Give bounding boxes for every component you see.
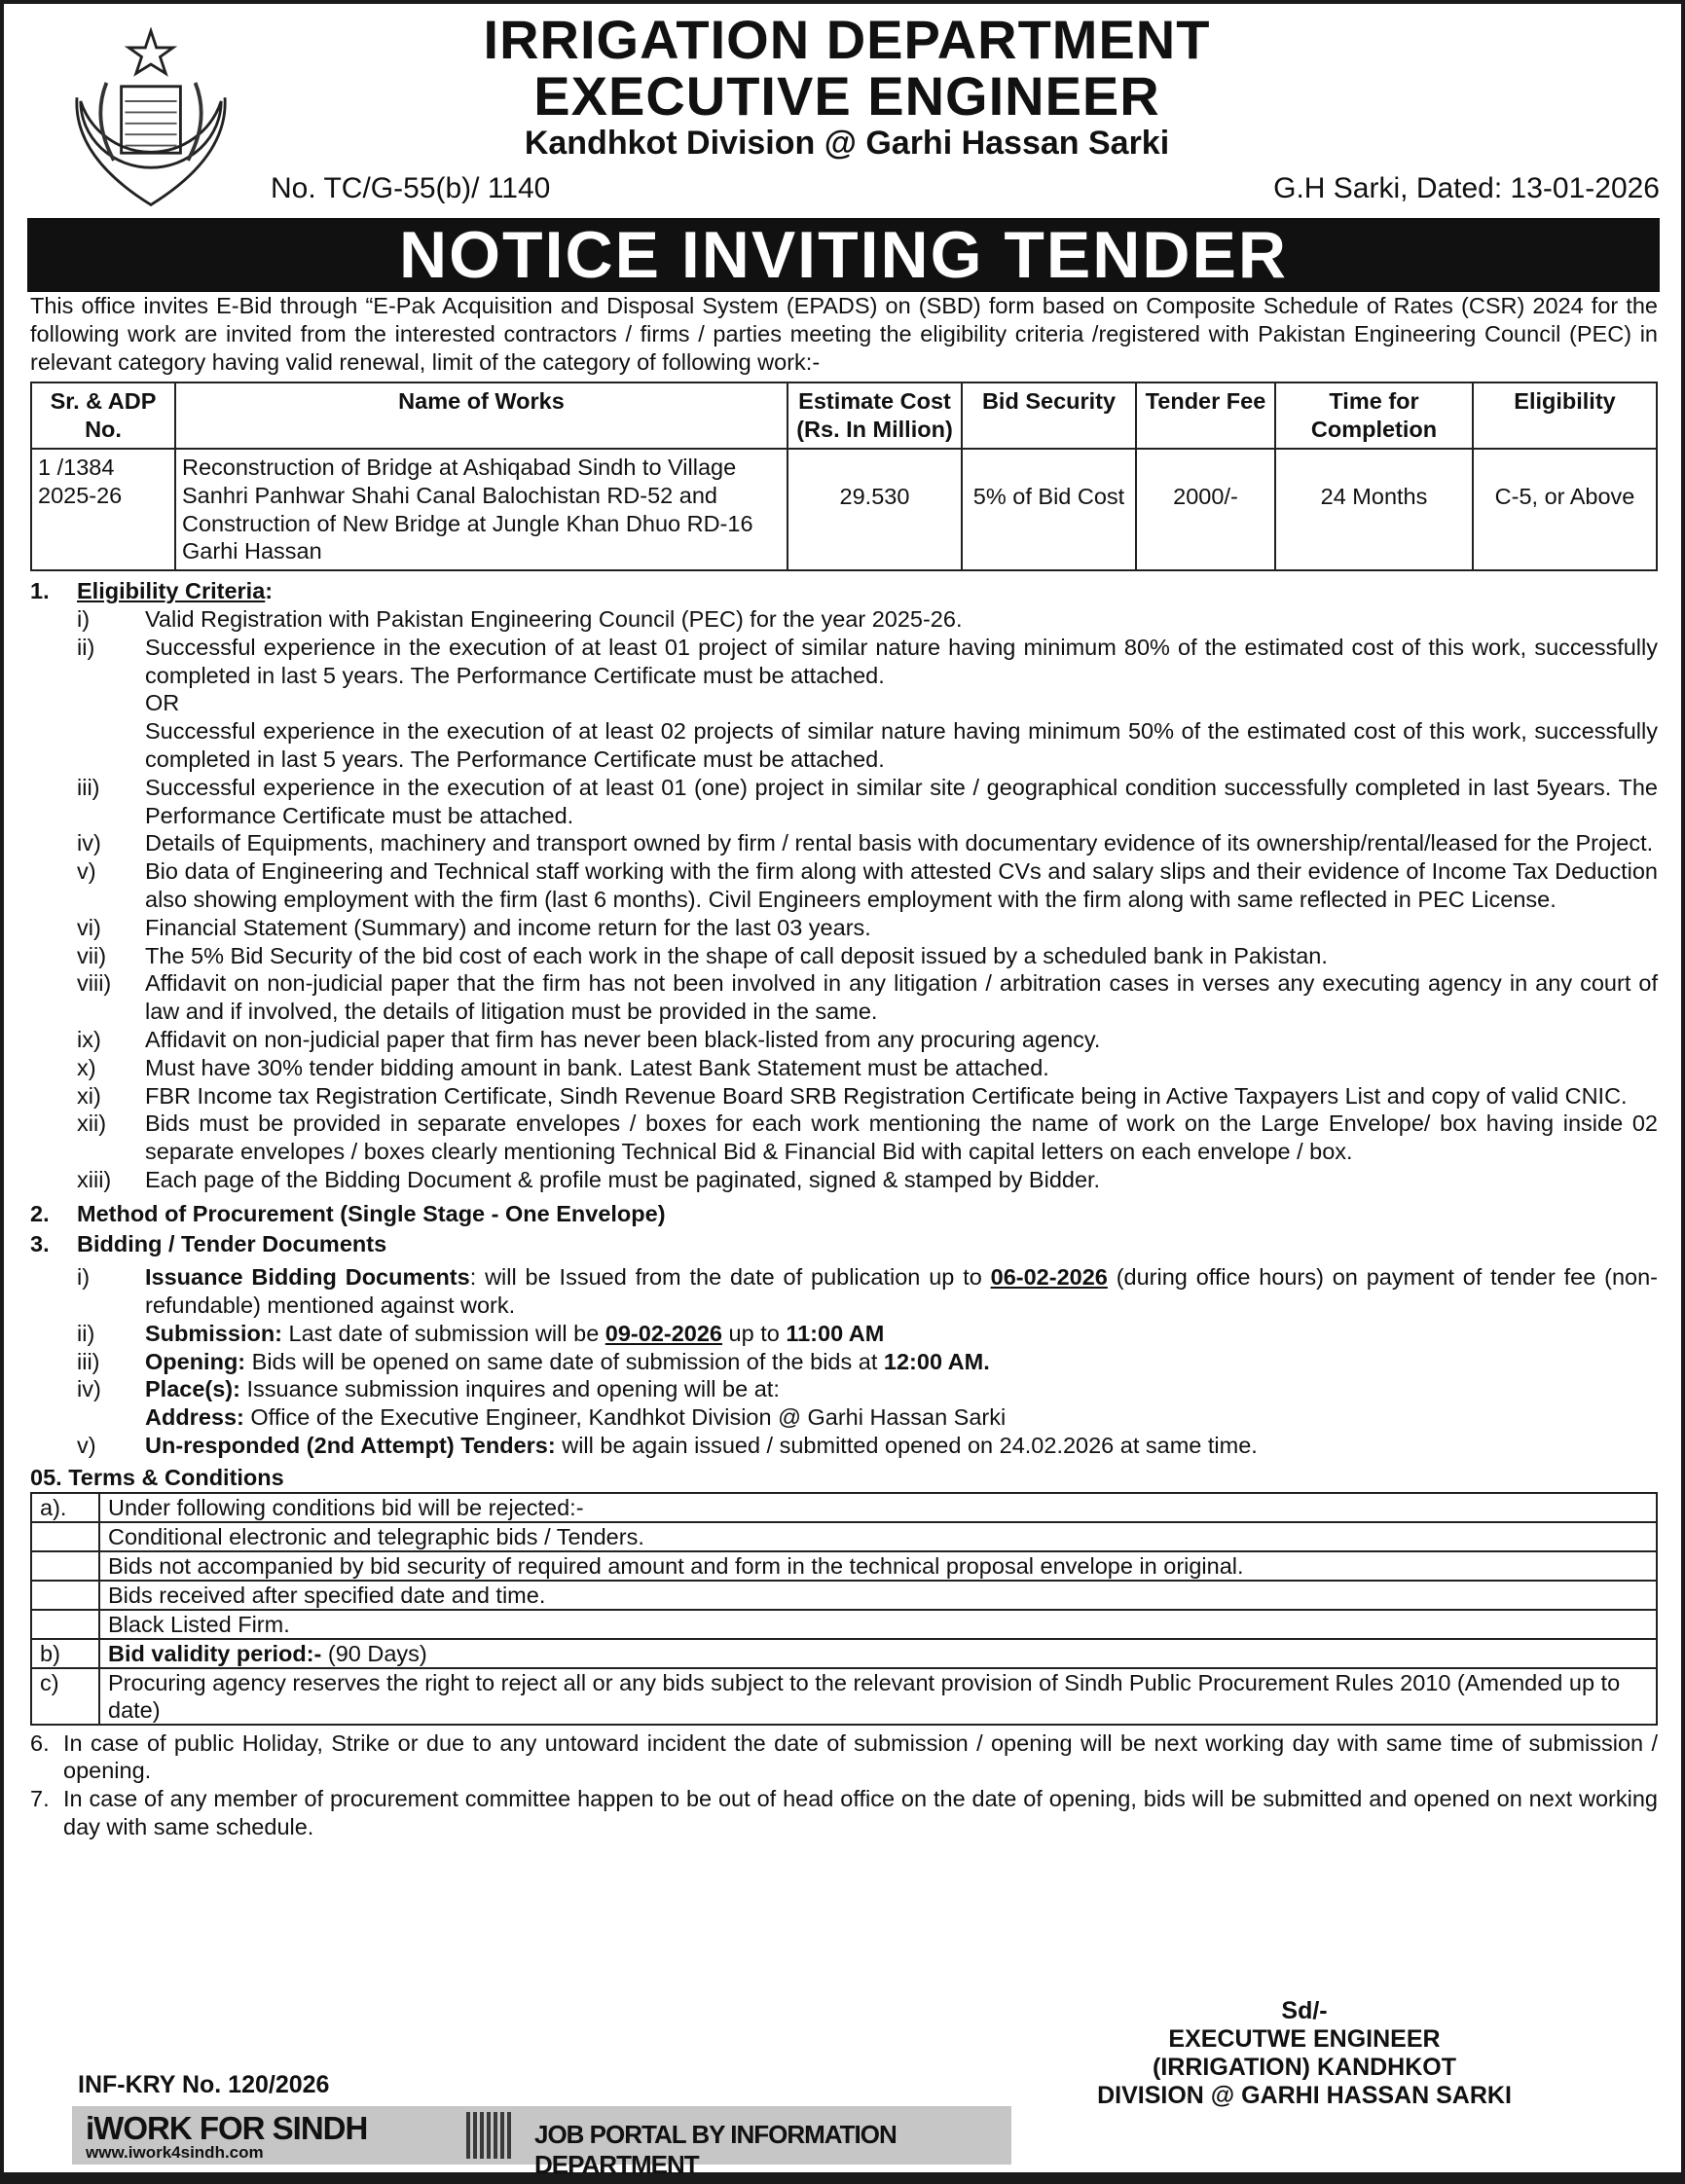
terms-key-empty	[31, 1551, 99, 1581]
terms-row: Bids received after specified date and time.	[99, 1581, 1657, 1610]
col-fee: Tender Fee	[1136, 382, 1275, 449]
item-paragraph: The 5% Bid Security of the bid cost of each work in the shape of call deposit issued by a scheduled bank in Pakistan.	[145, 942, 1328, 968]
office-title: EXECUTIVE ENGINEER	[533, 65, 1160, 127]
item-paragraph: Bio data of Engineering and Technical staff working with the firm along with attested CVs and salary slips and their evidence of Income Tax Deduction also showing employment with the firm (last 6 months). Civil Engineers employment with the firm along with same reflected in PEC License.	[145, 858, 1658, 912]
submission-date: 09-02-2026	[604, 1320, 723, 1346]
item-number: vi)	[77, 914, 101, 940]
submission-time: 11:00 AM	[786, 1320, 885, 1346]
item-text	[145, 1110, 1658, 1166]
col-cost: Estimate Cost (Rs. In Million)	[788, 382, 962, 449]
division-subtitle: Kandhkot Division @ Garhi Hassan Sarki	[524, 125, 1170, 162]
iwork-for-sindh-banner	[72, 2106, 1011, 2179]
item-text	[145, 634, 1658, 774]
item-number: v)	[77, 1433, 96, 1459]
section-number: 2.	[30, 1200, 50, 1226]
item-paragraph: Affidavit on non-judicial paper that the firm has not been involved in any litigation / arbitration cases in verses any executing agency in any court of law and if involved, the details of litigation must be provided in the same.	[145, 970, 1658, 1025]
item-number: xii)	[77, 1110, 107, 1137]
item-text	[145, 969, 1658, 1026]
item-number: iii)	[77, 774, 100, 800]
bidding-heading	[30, 1230, 1658, 1258]
cell-cost: 29.530	[788, 449, 962, 570]
item-text: Issuance submission inquires and opening will be at:	[239, 1376, 780, 1402]
section-number: 1.	[30, 578, 50, 604]
item-label: Opening:	[145, 1348, 246, 1374]
item-number: x)	[77, 1054, 96, 1080]
col-security: Bid Security	[962, 382, 1136, 449]
item-number: viii)	[77, 970, 112, 997]
item-paragraph: OR	[145, 690, 180, 716]
terms-key-empty	[31, 1610, 99, 1639]
item-number: i)	[77, 605, 91, 632]
signatory-division: DIVISION @ GARHI HASSAN SARKI	[1097, 2082, 1512, 2109]
cell-time: 24 Months	[1275, 449, 1473, 570]
item-paragraph: Must have 30% tender bidding amount in bank. Latest Bank Statement must be attached.	[145, 1054, 1049, 1080]
item-text	[145, 857, 1658, 914]
item-paragraph: Affidavit on non-judicial paper that firm has never been black-listed from any procuring agency.	[145, 1026, 1101, 1052]
notice-date: G.H Sarki, Dated: 13-01-2026	[1273, 172, 1660, 204]
clause-number: 6.	[30, 1729, 50, 1756]
item-paragraph: Successful experience in the execution of at least 01 project of similar nature having minimum 80% of the estimated cost of this work, successfully completed in last 5 years. The Performance Certificate must be attached.	[145, 634, 1658, 688]
banner-portal-text: JOB PORTAL BY INFORMATION DEPARTMENT	[534, 2120, 897, 2179]
item-number: xi)	[77, 1082, 101, 1109]
bid-validity-value: (90 Days)	[321, 1640, 427, 1666]
item-text	[145, 942, 1658, 970]
cell-security: 5% of Bid Cost	[962, 449, 1136, 570]
list-item	[30, 942, 1658, 970]
item-paragraph: Successful experience in the execution of at least 02 projects of similar nature having minimum 50% of the estimated cost of this work, successfully completed in last 5 years. The Performance Certificate must be attached.	[145, 718, 1658, 772]
inf-reference: INF-KRY No. 120/2026	[78, 2071, 330, 2098]
item-text	[145, 829, 1658, 857]
item-text	[145, 1026, 1658, 1054]
notice-title-banner: NOTICE INVITING TENDER	[27, 218, 1660, 292]
list-item	[30, 774, 1658, 830]
issuance-date: 06-02-2026	[990, 1264, 1108, 1291]
list-item	[30, 605, 1658, 634]
item-text	[145, 774, 1658, 830]
address-text: Office of the Executive Engineer, Kandhkot Division @ Garhi Hassan Sarki	[243, 1404, 1007, 1431]
item-label: Place(s):	[145, 1376, 240, 1402]
works-table-header	[31, 382, 1657, 449]
list-item	[30, 1432, 1658, 1460]
item-paragraph: Bids must be provided in separate envelopes / boxes for each work mentioning the name of work on the Large Envelope/ box having inside 02 separate envelopes / boxes clearly mentioning Technical Bid & Financial Bid with capital letters on each envelope / box.	[145, 1110, 1658, 1165]
banner-brand: iWORK FOR SINDH	[86, 2110, 368, 2146]
section-title: Eligibility Criteria	[77, 578, 266, 604]
item-text	[145, 1166, 1658, 1194]
procurement-heading	[30, 1200, 1658, 1228]
terms-heading	[30, 1464, 1658, 1492]
section-title: 05. Terms & Conditions	[30, 1464, 284, 1490]
terms-key-empty	[31, 1522, 99, 1551]
list-item	[30, 914, 1658, 942]
col-name: Name of Works	[175, 382, 788, 449]
item-number: iv)	[77, 830, 101, 856]
terms-key: b)	[31, 1639, 99, 1668]
item-number: ix)	[77, 1026, 101, 1052]
item-text: Bids will be opened on same date of submission of the bids at	[245, 1348, 884, 1374]
list-item	[30, 969, 1658, 1026]
bid-validity-label: Bid validity period:-	[108, 1640, 322, 1666]
eligibility-heading	[30, 577, 1658, 605]
list-item	[30, 1082, 1658, 1110]
item-paragraph: Each page of the Bidding Document & profile must be paginated, signed & stamped by Bidder.	[145, 1166, 1101, 1192]
eligibility-list	[30, 605, 1658, 1194]
item-text: Last date of submission will be	[282, 1320, 605, 1346]
clauses	[30, 1729, 1658, 1841]
clause-item	[30, 1785, 1658, 1841]
signature-mark: Sd/-	[1281, 1997, 1328, 2024]
col-sr: Sr. & ADP No.	[31, 382, 175, 449]
item-text: will be again issued / submitted opened on 24.02.2026 at same time.	[555, 1433, 1258, 1459]
item-number: iii)	[77, 1348, 100, 1374]
section-title: Bidding / Tender Documents	[77, 1230, 387, 1256]
item-number: ii)	[77, 634, 95, 660]
item-paragraph: Financial Statement (Summary) and income return for the last 03 years.	[145, 914, 871, 940]
item-text	[145, 914, 1658, 942]
item-number: xiii)	[77, 1166, 112, 1192]
col-time: Time for Completion	[1275, 382, 1473, 449]
terms-table	[30, 1492, 1658, 1726]
clause-text: In case of public Holiday, Strike or due to any untoward incident the date of submission / opening will be next working day with same time of submission / opening.	[63, 1729, 1658, 1784]
signature-block	[1032, 1997, 1577, 2110]
item-number: i)	[77, 1264, 91, 1291]
section-title: Method of Procurement (Single Stage - One Envelope)	[77, 1200, 666, 1226]
item-text	[145, 605, 1658, 634]
cell-eligibility: C-5, or Above	[1473, 449, 1657, 570]
item-paragraph: Successful experience in the execution of at least 01 (one) project in similar site / geographical condition successfully completed in last 5years. The Performance Certificate must be attached.	[145, 774, 1658, 828]
terms-row	[99, 1639, 1657, 1668]
terms-row: Procuring agency reserves the right to reject all or any bids subject to the relevant provision of Sindh Public Procurement Rules 2010 (Amended up to date)	[99, 1668, 1657, 1725]
terms-row: Black Listed Firm.	[99, 1610, 1657, 1639]
terms-row: Conditional electronic and telegraphic bids / Tenders.	[99, 1522, 1657, 1551]
item-number: iv)	[77, 1376, 101, 1402]
intro-paragraph: This office invites E-Bid through “E-Pak Acquisition and Disposal System (EPADS) on (SBD) form based on Composite Schedule of Rates (CSR) 2024 for the following work are invited from the interested contractors / firms / parties meeting the eligibility criteria /registered with Pakistan Engineering Council (PEC) in relevant category having valid renewal, limit of the category of following work:-	[30, 293, 1658, 375]
terms-key: a).	[31, 1493, 99, 1522]
item-text: (during office hours) on payment of tender fee (non-refundable) mentioned against work.	[145, 1264, 1658, 1319]
list-item	[30, 829, 1658, 857]
terms-key-empty	[31, 1581, 99, 1610]
item-paragraph: Details of Equipments, machinery and transport owned by firm / rental basis with documentary evidence of its ownership/rental/leased for the Project.	[145, 830, 1654, 856]
signatory-title: EXECUTWE ENGINEER	[1168, 2025, 1441, 2053]
list-item	[30, 634, 1658, 774]
list-item	[30, 857, 1658, 914]
list-item	[30, 1348, 1658, 1376]
clause-text: In case of any member of procurement committee happen to be out of head office on the date of opening, bids will be submitted and opened on next working day with same schedule.	[63, 1786, 1658, 1840]
section-number: 3.	[30, 1230, 50, 1256]
list-item	[30, 1026, 1658, 1054]
list-item	[30, 1054, 1658, 1082]
item-label: Submission:	[145, 1320, 283, 1346]
cell-fee: 2000/-	[1136, 449, 1275, 570]
bidding-list	[30, 1263, 1658, 1460]
works-table	[30, 382, 1658, 571]
list-item	[30, 1110, 1658, 1166]
qr-code-icon	[466, 2112, 513, 2159]
signatory-office: (IRRIGATION) KANDHKOT	[1153, 2054, 1456, 2081]
terms-row: Bids not accompanied by bid security of required amount and form in the technical proposal envelope in original.	[99, 1551, 1657, 1581]
cell-sr: 1 /1384 2025-26	[31, 449, 175, 570]
reference-number: No. TC/G-55(b)/ 1140	[271, 172, 551, 204]
terms-key: c)	[31, 1668, 99, 1725]
banner-url: www.iwork4sindh.com	[86, 2143, 264, 2162]
opening-time: 12:00 AM.	[883, 1348, 990, 1374]
item-number: vii)	[77, 942, 107, 968]
item-text	[145, 1054, 1658, 1082]
item-label: Issuance Bidding Documents	[145, 1264, 470, 1291]
table-row	[31, 449, 1657, 570]
clause-item	[30, 1729, 1658, 1786]
item-label: Un-responded (2nd Attempt) Tenders:	[145, 1433, 556, 1459]
item-text	[145, 1082, 1658, 1110]
item-text: : will be Issued from the date of publication up to	[469, 1264, 991, 1291]
col-eligibility: Eligibility	[1473, 382, 1657, 449]
item-text: up to	[722, 1320, 787, 1346]
clause-number: 7.	[30, 1786, 50, 1812]
colon: :	[265, 578, 274, 604]
department-title: IRRIGATION DEPARTMENT	[483, 9, 1211, 70]
list-item	[30, 1166, 1658, 1194]
item-paragraph: FBR Income tax Registration Certificate, Sindh Revenue Board SRB Registration Certificate being in Active Taxpayers List and copy of valid CNIC.	[145, 1082, 1628, 1109]
terms-row: Under following conditions bid will be rejected:-	[99, 1493, 1657, 1522]
item-paragraph: Valid Registration with Pakistan Engineering Council (PEC) for the year 2025-26.	[145, 605, 963, 632]
address-label: Address:	[145, 1404, 244, 1431]
list-item	[30, 1320, 1658, 1348]
list-item	[30, 1375, 1658, 1432]
list-item	[30, 1263, 1658, 1320]
item-number: v)	[77, 858, 96, 885]
cell-name: Reconstruction of Bridge at Ashiqabad Sindh to Village Sanhri Panhwar Shahi Canal Balochistan RD-52 and Construction of New Bridge at Jungle Khan Dhuo RD-16 Garhi Hassan	[175, 449, 788, 570]
notice-body	[30, 292, 1658, 1841]
item-number: ii)	[77, 1320, 95, 1346]
